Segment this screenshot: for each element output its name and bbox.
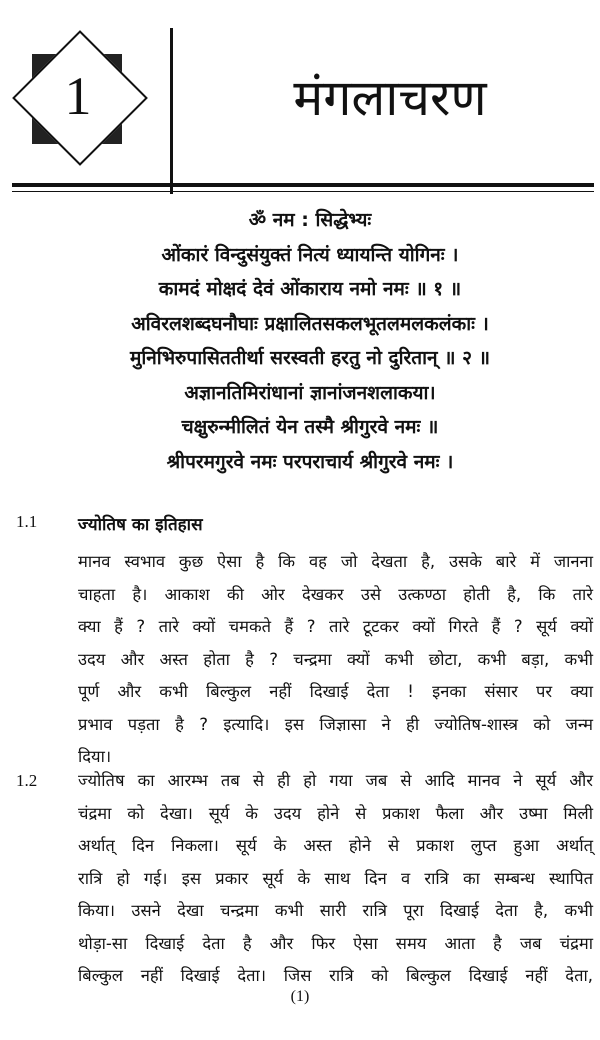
page-number: (1) bbox=[290, 988, 310, 1005]
header-rule-thick bbox=[12, 183, 594, 187]
verse-line: ॐ नम : सिद्धेभ्यः bbox=[248, 209, 372, 231]
text-line: बिल्कुल नहीं दिखाई देता। जिस रात्रि को बिल्कुल दिखाई नहीं देता, bbox=[78, 966, 593, 985]
section-paragraph bbox=[78, 765, 593, 993]
chapter-number-badge bbox=[10, 28, 146, 164]
chapter-number: 1 bbox=[64, 66, 92, 126]
text-line: दिया। bbox=[78, 747, 112, 766]
text-line: ज्योतिष का आरम्भ तब से ही हो गया जब से आदि मानव ने सूर्य और bbox=[78, 771, 593, 790]
section-heading: ज्योतिष का इतिहास bbox=[78, 515, 203, 535]
section-number: 1.1 bbox=[16, 512, 38, 531]
text-line: थोड़ा-सा दिखाई देता है और फिर ऐसा समय आता है जब चंद्रमा bbox=[78, 933, 593, 953]
verse-line: ओंकारं विन्दुसंयुक्तं नित्यं ध्यायन्ति योगिनः । bbox=[161, 243, 459, 266]
chapter-title: मंगलाचरण bbox=[293, 69, 487, 127]
verse-line: चक्षुरुन्मीलितं येन तस्मै श्रीगुरवे नमः ॥ bbox=[181, 416, 439, 438]
text-line: चंद्रमा को देखा। सूर्य के उदय होने से प्रकाश फैला और उष्मा मिली bbox=[78, 803, 593, 823]
text-line: चाहता है। आकाश की ओर देखकर उसे उत्कण्ठा होती है, कि तारे bbox=[78, 584, 593, 604]
text-line: क्या हैं ? तारे क्यों चमकते हैं ? तारे टूटकर क्यों गिरते हैं ? सूर्य क्यों bbox=[78, 617, 593, 636]
text-line: किया। उसने देखा चन्द्रमा कभी सारी रात्रि पूरा दिखाई देता है, कभी bbox=[78, 901, 593, 920]
text-line: मानव स्वभाव कुछ ऐसा है कि वह जो देखता है, उसके बारे में जानना bbox=[78, 552, 593, 571]
verse-line: अज्ञानतिमिरांधानां ज्ञानांजनशलाकया। bbox=[184, 381, 436, 404]
verse-line: मुनिभिरुपासिततीर्था सरस्वती हरतु नो दुरितान् ॥ २ ॥ bbox=[129, 347, 491, 369]
text-line: रात्रि हो गई। इस प्रकार सूर्य के साथ दिन व रात्रि का सम्बन्ध स्थापित bbox=[78, 868, 593, 888]
text-line: पूर्ण और कभी बिल्कुल नहीं दिखाई देता ! इनका संसार पर क्या bbox=[78, 682, 593, 701]
verse-line: श्रीपरमगुरवे नमः परपराचार्य श्रीगुरवे नमः । bbox=[166, 450, 454, 473]
header-divider bbox=[170, 28, 173, 194]
section-number: 1.2 bbox=[16, 771, 38, 790]
text-line: अर्थात् दिन निकला। सूर्य के अस्त होने से प्रकाश लुप्त हुआ अर्थात् bbox=[78, 836, 593, 855]
invocation-verses bbox=[20, 203, 600, 479]
verse-line: अविरलशब्दघनौघाः प्रक्षालितसकलभूतलमलकलंकाः । bbox=[131, 312, 489, 335]
section-paragraph bbox=[78, 546, 593, 774]
text-line: प्रभाव पड़ता है ? इत्यादि। इस जिज्ञासा ने ही ज्योतिष-शास्त्र को जन्म bbox=[78, 714, 593, 734]
header-rule-thin bbox=[12, 191, 594, 192]
verse-line: कामदं मोक्षदं देवं ओंकाराय नमो नमः ॥ १ ॥ bbox=[158, 278, 462, 300]
text-line: उदय और अस्त होता है ? चन्द्रमा क्यों कभी छोटा, कभी बड़ा, कभी bbox=[78, 649, 593, 669]
